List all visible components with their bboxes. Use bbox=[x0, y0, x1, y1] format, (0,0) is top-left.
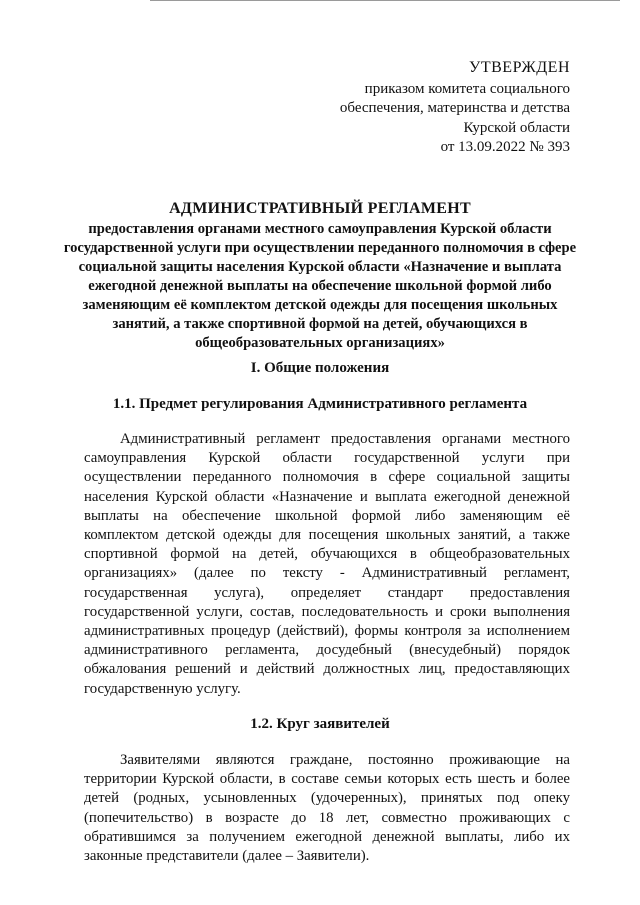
subsection-1-1-heading: 1.1. Предмет регулирования Административного регламента bbox=[112, 396, 528, 412]
approval-line-3: Курской области bbox=[463, 119, 570, 136]
document-subtitle: предоставления органами местного самоуправления Курской области государственной услуги при осуществлении переданного полномочия в сфере социальной защиты населения Курской области «Назначение и выплата ежегодной денежной выплаты на обеспечение школьной формой либо заменяющим её комплектом детской одежды для посещения школьных занятий, а также спортивной формой на детей, обучающихся в общеобразовательных организациях» bbox=[63, 221, 577, 351]
subsection-1-1-text: Административный регламент предоставления органами местного самоуправления Курской области государственной услуги при осуществлении переданного полномочия в сфере социальной защиты населения Курской области «Назначение и выплата ежегодной денежной выплаты на обеспечение школьной формой либо заменяющим её комплектом детской одежды для посещения школьных занятий, а также спортивной формой на детей, обучающихся в общеобразовательных организациях» (далее по тексту - Административный регламент, государственная услуга), определяет стандарт предоставления государственной услуги, состав, последовательность и сроки выполнения административных процедур (действий), формы контроля за исполнением административного регламента, досудебный (внесудебный) порядок обжалования решений и действий должностных лиц, предоставляющих государственную услугу. bbox=[84, 431, 570, 697]
top-edge-line bbox=[150, 0, 620, 1]
approval-line-2: обеспечения, материнства и детства bbox=[339, 100, 570, 116]
approval-stamp-title: УТВЕРЖДЕН bbox=[469, 59, 570, 76]
approval-block bbox=[340, 58, 570, 158]
approval-line-1: приказом комитета социального bbox=[364, 80, 570, 97]
subsection-1-2-text: Заявителями являются граждане, постоянно проживающие на территории Курской области, в составе семьи которых есть шесть и более детей (родных, усыновленных (удочеренных), принятых под опеку (попечительство) в возрасте до 18 лет, совместно проживающих с обратившимся за получением ежегодной денежной выплаты, либо их законные представители (далее – Заявители). bbox=[84, 752, 570, 865]
document-title: АДМИНИСТРАТИВНЫЙ РЕГЛАМЕНТ bbox=[169, 200, 471, 217]
subsection-1-2-heading: 1.2. Круг заявителей bbox=[250, 716, 390, 732]
section-1-heading: I. Общие положения bbox=[250, 360, 390, 376]
approval-line-4: от 13.09.2022 № 393 bbox=[440, 139, 570, 155]
